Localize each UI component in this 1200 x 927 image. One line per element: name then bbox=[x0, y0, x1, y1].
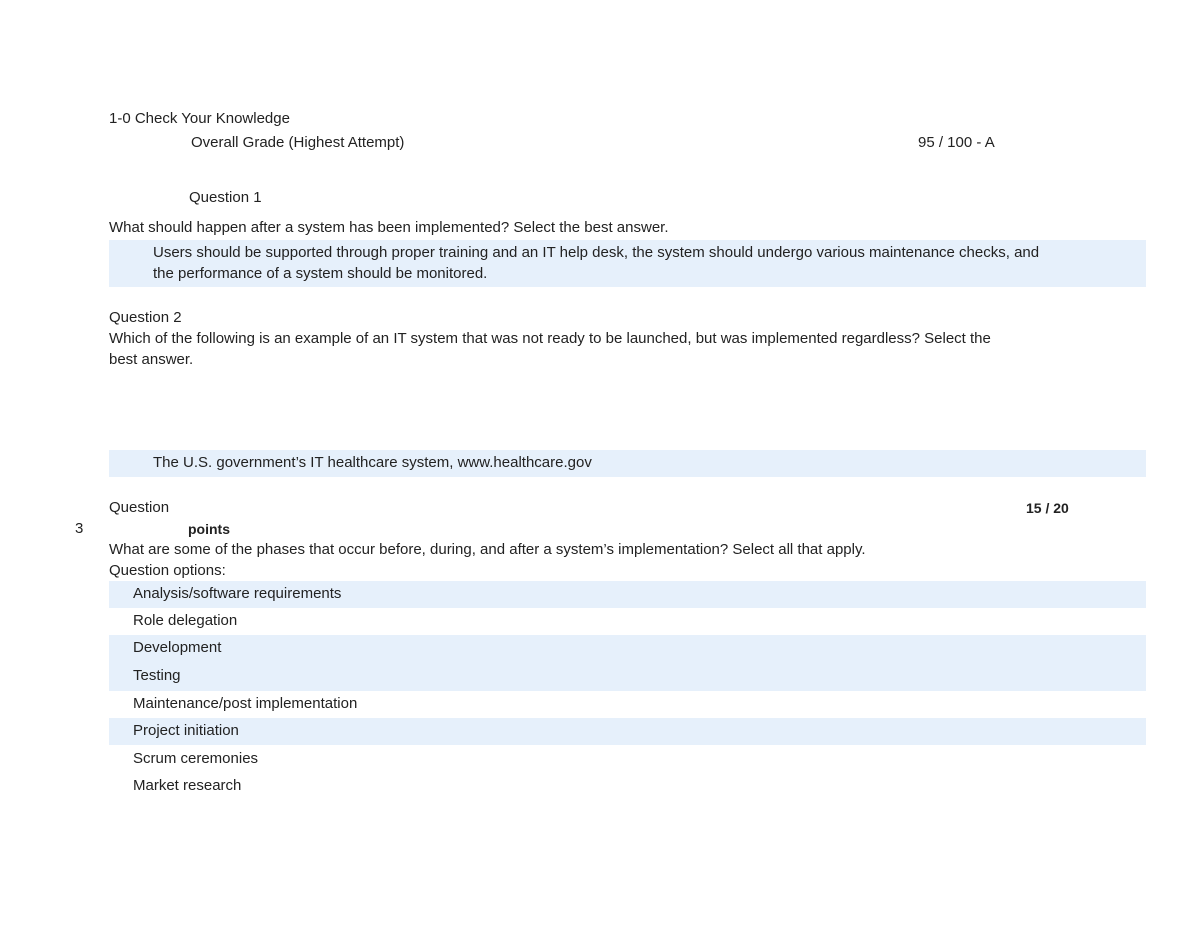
overall-grade-label: Overall Grade (Highest Attempt) bbox=[191, 134, 405, 151]
question-3-heading: Question bbox=[109, 499, 170, 516]
question-1-prompt: What should happen after a system has been implemented? Select the best answer. bbox=[109, 219, 669, 236]
question-2-prompt-line-2: best answer. bbox=[109, 351, 194, 368]
question-3-prompt: What are some of the phases that occur before, during, and after a system’s implementation? Select all that apply. bbox=[109, 541, 866, 558]
question-3-score: 15 / 20 bbox=[1026, 500, 1069, 516]
question-3-number: 3 bbox=[75, 520, 84, 537]
question-3-points-label: points bbox=[188, 521, 230, 537]
option-role-delegation[interactable]: Role delegation bbox=[133, 612, 238, 629]
option-highlight bbox=[109, 718, 1146, 745]
option-scrum-ceremonies[interactable]: Scrum ceremonies bbox=[133, 750, 259, 767]
option-maintenance-post-implementation[interactable]: Maintenance/post implementation bbox=[133, 695, 358, 712]
question-1-answer-line-1: Users should be supported through proper training and an IT help desk, the system should undergo various maintenance checks, and bbox=[153, 244, 1040, 261]
question-2-heading: Question 2 bbox=[109, 309, 182, 326]
option-testing[interactable]: Testing bbox=[133, 667, 181, 684]
question-2-prompt-line-1: Which of the following is an example of an IT system that was not ready to be launched, but was implemented regardless? Select the bbox=[109, 330, 991, 347]
option-project-initiation[interactable]: Project initiation bbox=[133, 722, 239, 739]
page-title: 1-0 Check Your Knowledge bbox=[109, 110, 290, 127]
overall-grade-value: 95 / 100 - A bbox=[918, 134, 995, 151]
option-development[interactable]: Development bbox=[133, 639, 222, 656]
option-market-research[interactable]: Market research bbox=[133, 777, 242, 794]
question-3-options-label: Question options: bbox=[109, 562, 226, 579]
option-highlight bbox=[109, 635, 1146, 691]
option-analysis-software-requirements[interactable]: Analysis/software requirements bbox=[133, 585, 342, 602]
question-1-answer-line-2: the performance of a system should be monitored. bbox=[153, 265, 488, 282]
question-2-answer: The U.S. government’s IT healthcare system, www.healthcare.gov bbox=[153, 454, 592, 471]
question-1-heading: Question 1 bbox=[189, 189, 262, 206]
